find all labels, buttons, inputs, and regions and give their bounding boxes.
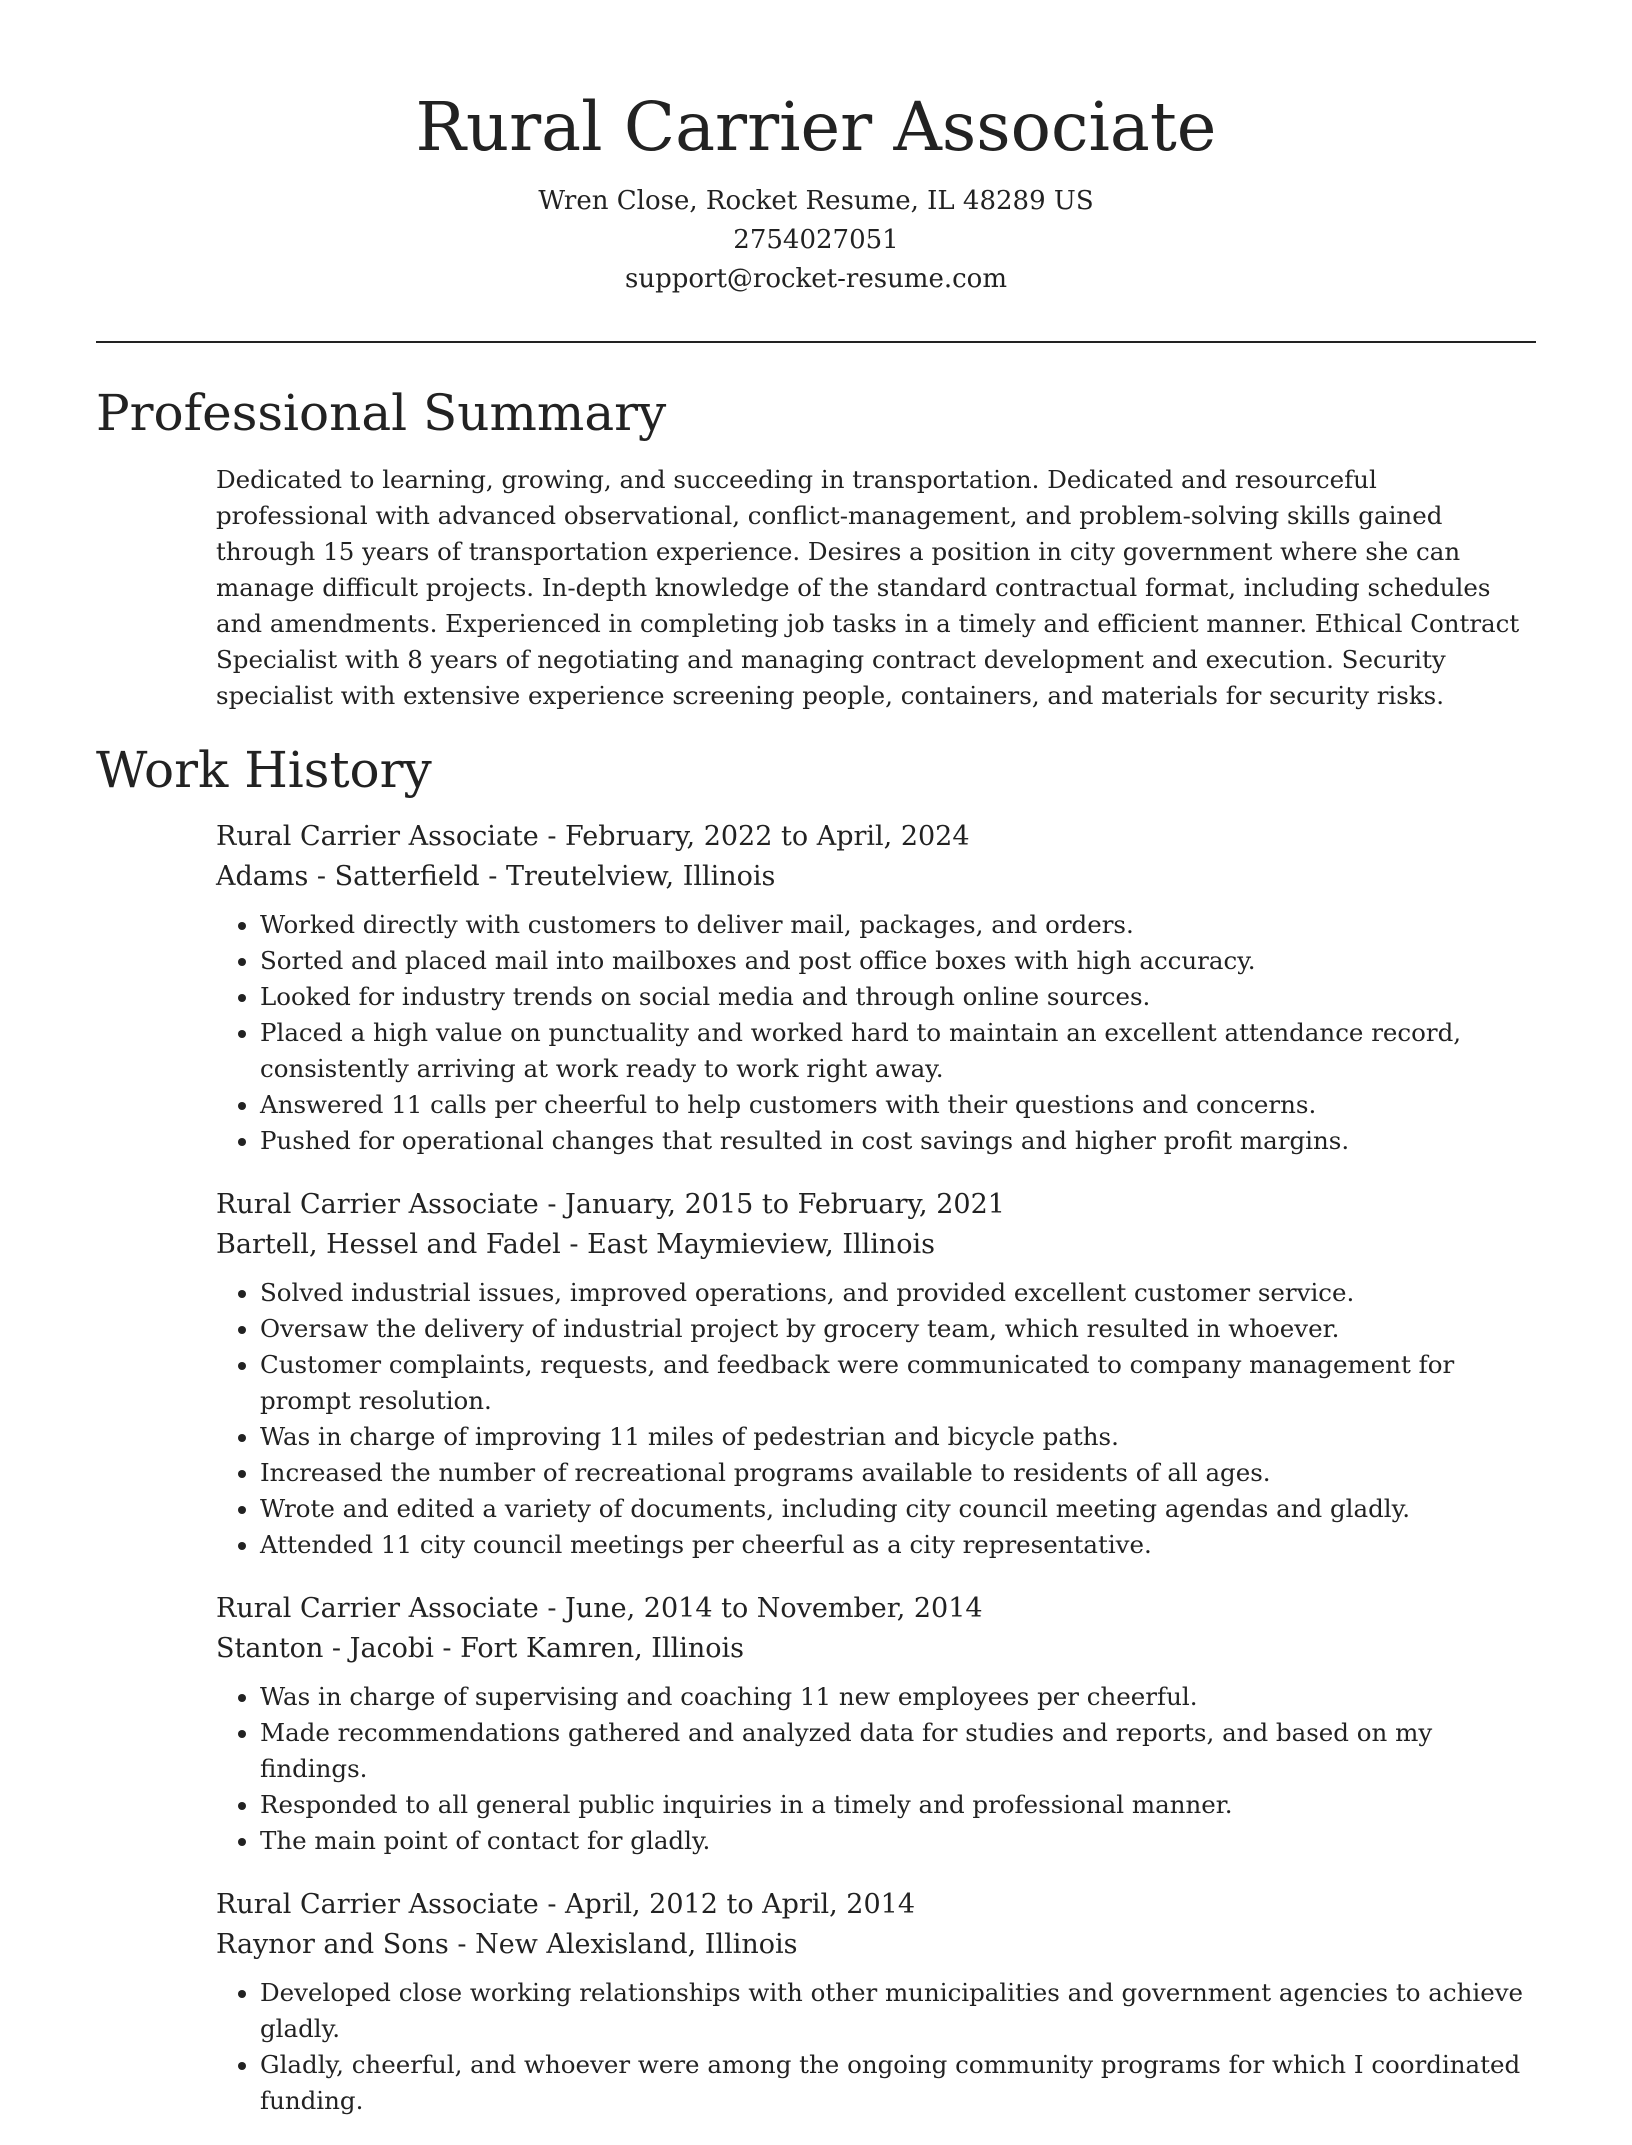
job-company-line xyxy=(216,857,1536,897)
work-history-section xyxy=(216,817,1536,2145)
contact-info xyxy=(0,182,1632,299)
job-title-line xyxy=(216,1589,1536,1629)
job-bullet: • Wrote and edited a variety of documents, including city council meeting agendas and gladly. xyxy=(260,1491,1536,1527)
job-bullet-list xyxy=(216,1975,1536,2119)
job-location: - East Maymieview, Illinois xyxy=(560,1229,936,1260)
job-bullet: • Oversaw the delivery of industrial project by grocery team, which resulted in whoever. xyxy=(260,1311,1536,1347)
job-bullet: • Worked directly with customers to deliver mail, packages, and orders. xyxy=(260,907,1536,943)
job-bullet-list xyxy=(216,907,1536,1159)
job-entry xyxy=(216,1185,1536,1563)
job-bullet: • Looked for industry trends on social media and through online sources. xyxy=(260,979,1536,1015)
contact-phone: 2754027051 xyxy=(733,225,899,255)
job-bullet: • Customer complaints, requests, and feedback were communicated to company management for prompt resolution. xyxy=(260,1347,1536,1419)
job-bullet: • Was in charge of improving 11 miles of pedestrian and bicycle paths. xyxy=(260,1419,1536,1455)
job-title: Rural Carrier Associate xyxy=(216,1593,539,1624)
job-bullet: • Answered 11 calls per cheerful to help customers with their questions and concerns. xyxy=(260,1087,1536,1123)
summary-text: Dedicated to learning, growing, and succeeding in transportation. Dedicated and resourceful professional with advanced observational, conflict-management, and problem-solving skills gained through 15 years of transportation experience. Desires a position in city government where she can manage difficult projects. In-depth knowledge of the standard contractual format, including schedules and amendments. Experienced in completing job tasks in a timely and efficient manner. Ethical Contract Specialist with 8 years of negotiating and managing contract development and execution. Security specialist with extensive experience screening people, containers, and materials for security risks. xyxy=(216,465,1520,710)
job-bullet: • Solved industrial issues, improved operations, and provided excellent customer service. xyxy=(260,1275,1536,1311)
job-bullet-list xyxy=(216,1275,1536,1563)
job-title: Rural Carrier Associate xyxy=(216,1189,539,1220)
summary-section xyxy=(216,462,1536,714)
job-bullet: • Developed close working relationships with other municipalities and government agencies to achieve gladly. xyxy=(260,1975,1536,2047)
job-location: - New Alexisland, Illinois xyxy=(448,1929,798,1960)
job-title: Rural Carrier Associate xyxy=(216,1889,539,1920)
job-title-line xyxy=(216,1885,1536,1925)
job-title: Rural Carrier Associate xyxy=(216,821,539,852)
contact-email: support@rocket-resume.com xyxy=(624,264,1007,294)
job-bullet: • Increased the number of recreational programs available to residents of all ages. xyxy=(260,1455,1536,1491)
job-dates: - June, 2014 to November, 2014 xyxy=(538,1593,983,1624)
job-bullet: • Gladly, cheerful, and whoever were among the ongoing community programs for which I coordinated funding. xyxy=(260,2047,1536,2119)
job-company-line xyxy=(216,1925,1536,1965)
job-company: Raynor and Sons xyxy=(216,1929,449,1960)
job-bullet: • Attended 11 city council meetings per cheerful as a city representative. xyxy=(260,1527,1536,1563)
job-bullet: • Made recommendations gathered and analyzed data for studies and reports, and based on my findings. xyxy=(260,1715,1536,1787)
resume-name: Rural Carrier Associate xyxy=(415,88,1217,166)
job-company: Adams - Satterfield xyxy=(216,861,480,892)
job-bullet-list xyxy=(216,1679,1536,1859)
job-entry xyxy=(216,1589,1536,1859)
job-bullet: • Responded to all general public inquiries in a timely and professional manner. xyxy=(260,1787,1536,1823)
job-bullet: • Was in charge of supervising and coaching 11 new employees per cheerful. xyxy=(260,1679,1536,1715)
work-history-heading: Work History xyxy=(96,741,432,799)
job-company-line xyxy=(216,1629,1536,1669)
job-bullet: • Placed a high value on punctuality and worked hard to maintain an excellent attendance record, consistently arriving at work ready to work right away. xyxy=(260,1015,1536,1087)
job-bullet: • Pushed for operational changes that resulted in cost savings and higher profit margins. xyxy=(260,1123,1536,1159)
job-entry xyxy=(216,817,1536,1159)
job-dates: - February, 2022 to April, 2024 xyxy=(538,821,970,852)
header-divider xyxy=(96,341,1536,343)
job-company: Bartell, Hessel and Fadel xyxy=(216,1229,561,1260)
job-company: Stanton - Jacobi xyxy=(216,1633,434,1664)
summary-heading: Professional Summary xyxy=(96,384,667,442)
job-dates: - January, 2015 to February, 2021 xyxy=(538,1189,1005,1220)
job-location: - Treutelview, Illinois xyxy=(479,861,776,892)
job-dates: - April, 2012 to April, 2014 xyxy=(538,1889,915,1920)
job-entry xyxy=(216,1885,1536,2119)
job-company-line xyxy=(216,1225,1536,1265)
job-bullet: • Sorted and placed mail into mailboxes and post office boxes with high accuracy. xyxy=(260,943,1536,979)
contact-address: Wren Close, Rocket Resume, IL 48289 US xyxy=(538,186,1094,216)
job-title-line xyxy=(216,817,1536,857)
job-bullet: • The main point of contact for gladly. xyxy=(260,1823,1536,1859)
job-location: - Fort Kamren, Illinois xyxy=(433,1633,745,1664)
job-title-line xyxy=(216,1185,1536,1225)
resume-header xyxy=(0,0,1632,299)
